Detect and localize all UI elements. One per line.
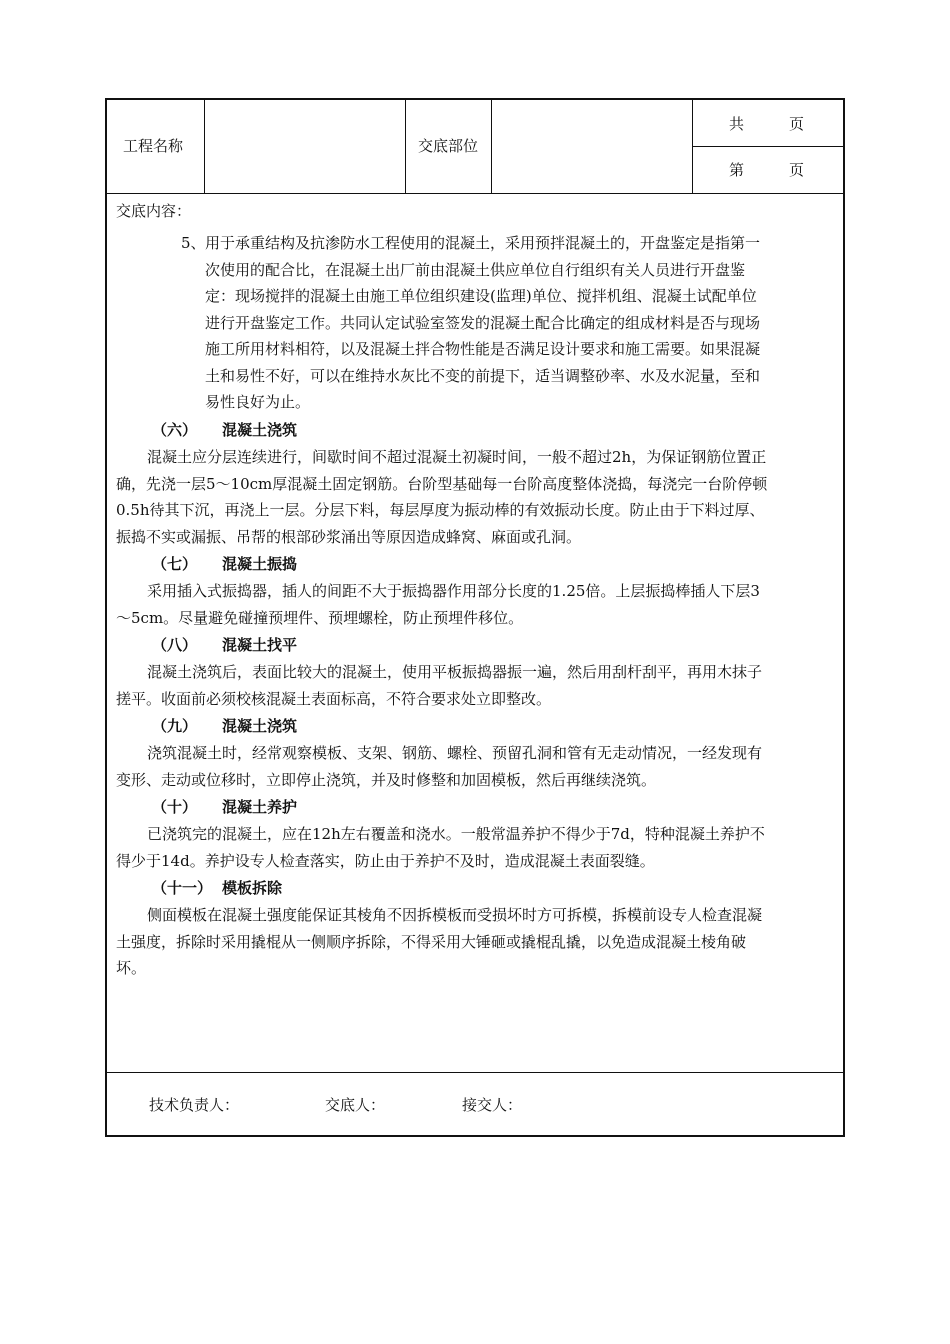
section-line: 搓平。收面前必须校核混凝土表面标高，不符合要求处立即整改。	[116, 689, 552, 708]
section-number: （十）	[152, 798, 198, 816]
footer-divider	[107, 1072, 843, 1073]
page-number: 第 页	[729, 161, 805, 179]
handover-part-label: 交底部位	[418, 137, 479, 155]
section-number: （六）	[152, 421, 198, 439]
section-number: （十一）	[152, 879, 213, 897]
item-5-line: 施工所用材料相符，以及混凝土拌合物性能是否满足设计要求和施工需要。如果混凝	[205, 340, 761, 358]
total-pages: 共 页	[729, 115, 805, 133]
tech-lead-signature[interactable]: 技术负责人：	[149, 1096, 240, 1114]
section-line: 混凝土浇筑后，表面比较大的混凝土，使用平板振捣器振一遍，然后用刮杆刮平，再用木抹子	[147, 663, 763, 681]
section-title: 混凝土浇筑	[222, 717, 298, 735]
section-line: 得少于14d。养护设专人检查落实，防止由于养护不及时，造成混凝土表面裂缝。	[116, 851, 655, 870]
form-header	[107, 100, 843, 194]
handover-form	[105, 98, 845, 1137]
section-title: 混凝土浇筑	[222, 421, 298, 439]
header-divider	[204, 100, 205, 193]
receiver-signature[interactable]: 接交人：	[462, 1096, 523, 1114]
section-line: 变形、走动或位移时，立即停止浇筑，并及时修整和加固模板，然后再继续浇筑。	[116, 770, 657, 789]
item-5-line: 用于承重结构及抗渗防水工程使用的混凝土，采用预拌混凝土的，开盘鉴定是指第一	[205, 234, 761, 252]
content-label: 交底内容：	[116, 202, 192, 220]
item-5-line: 定：现场搅拌的混凝土由施工单位组织建设(监理)单位、搅拌机组、混凝土试配单位	[205, 287, 757, 305]
section-number: （九）	[152, 717, 198, 735]
section-line: 确，先浇一层5～10cm厚混凝土固定钢筋。台阶型基础每一台阶高度整体浇捣，每浇完一台阶停顿	[116, 474, 768, 493]
project-name-label: 工程名称	[123, 137, 184, 155]
section-title: 模板拆除	[222, 879, 283, 897]
header-divider	[405, 100, 406, 193]
item-5-number: 5、	[181, 234, 206, 252]
section-title: 混凝土找平	[222, 636, 298, 654]
section-line: 侧面模板在混凝土强度能保证其棱角不因拆模板而受损坏时方可拆模，拆模前设专人检查混凝	[147, 906, 763, 924]
section-title: 混凝土振捣	[222, 555, 298, 573]
item-5-line: 进行开盘鉴定工作。共同认定试验室签发的混凝土配合比确定的组成材料是否与现场	[205, 313, 761, 332]
item-5-line: 易性良好为止。	[205, 393, 311, 411]
section-line: 土强度，拆除时采用撬棍从一侧顺序拆除，不得采用大锤砸或撬棍乱撬，以免造成混凝土棱角破	[116, 932, 747, 951]
header-divider	[491, 100, 492, 193]
item-5-line: 土和易性不好，可以在维持水灰比不变的前提下，适当调整砂率、水及水泥量，至和	[205, 366, 761, 385]
handover-by-signature[interactable]: 交底人：	[325, 1096, 386, 1114]
section-title: 混凝土养护	[222, 798, 298, 816]
section-line: 采用插入式振捣器，插人的间距不大于振捣器作用部分长度的1.25倍。上层振捣棒插人下层3	[147, 582, 760, 600]
section-line: 0.5h待其下沉，再浇上一层。分层下料，每层厚度为振动棒的有效振动长度。防止由于下料过厚、	[116, 501, 765, 519]
section-line: 浇筑混凝土时，经常观察模板、支架、钢筋、螺栓、预留孔洞和管有无走动情况，一经发现有	[147, 744, 763, 762]
section-number: （七）	[152, 555, 198, 573]
section-line: ～5cm。尽量避免碰撞预埋件、预埋螺栓，防止预埋件移位。	[116, 608, 524, 627]
section-number: （八）	[152, 636, 198, 654]
section-line: 振捣不实或漏振、吊帮的根部砂浆涌出等原因造成蜂窝、麻面或孔洞。	[116, 527, 582, 546]
section-line: 已浇筑完的混凝土，应在12h左右覆盖和浇水。一般常温养护不得少于7d，特种混凝土养护不	[147, 825, 765, 843]
item-5-line: 次使用的配合比，在混凝土出厂前由混凝土供应单位自行组织有关人员进行开盘鉴	[205, 260, 746, 279]
header-divider	[692, 146, 843, 147]
section-line: 坏。	[116, 959, 147, 977]
section-line: 混凝土应分层连续进行，间歇时间不超过混凝土初凝时间，一般不超过2h，为保证钢筋位置正	[147, 448, 767, 466]
